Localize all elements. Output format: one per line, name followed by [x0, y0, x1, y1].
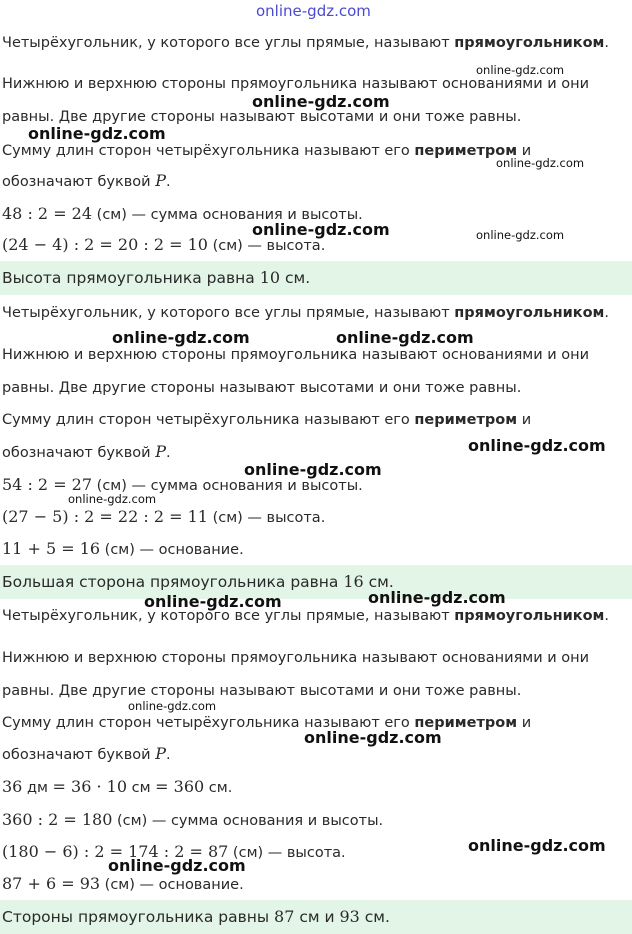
definition-bases-line-1: Нижнюю и верхнюю стороны прямоугольника называют основаниями и они: [2, 76, 590, 92]
text: Четырёхугольник, у которого все углы прямые, называют: [2, 35, 455, 51]
text: дм: [22, 780, 53, 796]
text: (см) — сумма основания и высоты.: [92, 478, 363, 494]
watermark: online-gdz.com: [28, 124, 166, 143]
watermark: online-gdz.com: [252, 92, 390, 111]
text: (см) — высота.: [207, 510, 326, 526]
text: и: [517, 715, 532, 731]
math-expression: (24 − 4) : 2 = 20 : 2 = 10: [2, 235, 208, 254]
watermark: online-gdz.com: [252, 220, 390, 239]
watermark: online-gdz.com: [468, 436, 606, 455]
text: см.: [280, 269, 311, 287]
text: Высота прямоугольника равна: [2, 269, 260, 287]
definition-perimeter: [2, 142, 531, 160]
watermark: online-gdz.com: [476, 63, 565, 77]
watermark: online-gdz.com: [336, 328, 474, 347]
text: (см) — основание.: [100, 877, 244, 893]
definition-perimeter-symbol: [2, 172, 171, 191]
watermark: online-gdz.com: [304, 728, 442, 747]
watermark: online-gdz.com: [244, 460, 382, 479]
text: .: [604, 35, 610, 51]
text: .: [604, 305, 610, 321]
math-expression: (180 − 6) : 2 = 174 : 2 = 87: [2, 842, 229, 861]
term-perimeter: периметром: [414, 715, 518, 731]
text: (см) — высота.: [228, 845, 346, 861]
text: (см) — сумма основания и высоты.: [92, 207, 363, 223]
definition-perimeter-symbol: [2, 745, 171, 764]
text: (см) — высота.: [207, 238, 326, 254]
math-symbol: P: [155, 744, 166, 763]
text: Сумму длин сторон четырёхугольника называют его: [2, 143, 415, 159]
math-symbol: P: [155, 442, 166, 461]
text: см.: [363, 573, 394, 591]
term-perimeter: периметром: [414, 143, 518, 159]
watermark: online-gdz.com: [108, 856, 246, 875]
term-rectangle: прямоугольником: [454, 35, 605, 51]
text: см.: [359, 908, 390, 926]
text: Стороны прямоугольника равны: [2, 908, 275, 926]
math-expression: 36: [2, 777, 23, 796]
text: Четырёхугольник, у которого все углы прямые, называют: [2, 305, 455, 321]
text: обозначают буквой: [2, 174, 156, 190]
solution-step-2: [2, 508, 325, 527]
definition-rectangle: [2, 607, 609, 625]
watermark: online-gdz.com: [144, 592, 282, 611]
top-watermark: online-gdz.com: [256, 2, 371, 20]
watermark: online-gdz.com: [112, 328, 250, 347]
watermark: online-gdz.com: [496, 156, 585, 170]
definition-rectangle: [2, 34, 609, 52]
text: Сумму длин сторон четырёхугольника называют его: [2, 715, 415, 731]
text: Большая сторона прямоугольника равна: [2, 573, 344, 591]
answer-band: [0, 900, 632, 934]
math-expression: 48 : 2 = 24: [2, 204, 93, 223]
solution-step-3: [2, 875, 244, 894]
text: и: [517, 412, 532, 428]
math-value: 93: [339, 907, 360, 926]
math-value: 16: [343, 572, 364, 591]
watermark: online-gdz.com: [476, 228, 565, 242]
math-expression: (27 − 5) : 2 = 22 : 2 = 11: [2, 507, 208, 526]
definition-bases-line-2: равны. Две другие стороны называют высотами и они тоже равны.: [2, 109, 522, 125]
watermark: online-gdz.com: [368, 588, 506, 607]
definition-bases-line-1: Нижнюю и верхнюю стороны прямоугольника называют основаниями и они: [2, 347, 590, 363]
answer-text: [2, 268, 310, 288]
solution-step-1: [2, 811, 383, 830]
watermark: online-gdz.com: [68, 492, 157, 506]
math-value: 87: [274, 907, 295, 926]
answer-band: [0, 261, 632, 295]
math-expression: 87 + 6 = 93: [2, 874, 101, 893]
math-expression: = 36 · 10: [52, 777, 128, 796]
text: и: [517, 143, 532, 159]
text: (см) — сумма основания и высоты.: [112, 813, 384, 829]
watermark: online-gdz.com: [128, 699, 217, 713]
math-value: 10: [259, 268, 281, 287]
term-rectangle: прямоугольником: [454, 608, 605, 624]
text: .: [165, 747, 171, 763]
term-perimeter: периметром: [414, 412, 518, 428]
answer-text: [2, 907, 390, 927]
math-expression: 54 : 2 = 27: [2, 475, 93, 494]
text: обозначают буквой: [2, 445, 156, 461]
math-symbol: P: [155, 171, 166, 190]
text: .: [165, 174, 171, 190]
text: обозначают буквой: [2, 747, 156, 763]
solution-step-conversion: [2, 778, 232, 797]
answer-text: [2, 572, 394, 592]
solution-step-3: [2, 540, 244, 559]
term-rectangle: прямоугольником: [454, 305, 605, 321]
text: .: [165, 445, 171, 461]
answer-band: [0, 565, 632, 599]
watermark: online-gdz.com: [468, 836, 606, 855]
text: Сумму длин сторон четырёхугольника называют его: [2, 412, 415, 428]
definition-bases-line-1: Нижнюю и верхнюю стороны прямоугольника называют основаниями и они: [2, 650, 590, 666]
math-expression: 360 : 2 = 180: [2, 810, 113, 829]
text: см и: [294, 908, 340, 926]
text: Четырёхугольник, у которого все углы прямые, называют: [2, 608, 455, 624]
text: (см) — основание.: [100, 542, 244, 558]
text: см.: [204, 780, 233, 796]
definition-bases-line-2: равны. Две другие стороны называют высотами и они тоже равны.: [2, 380, 522, 396]
definition-bases-line-2: равны. Две другие стороны называют высотами и они тоже равны.: [2, 683, 522, 699]
text: .: [604, 608, 610, 624]
definition-rectangle: [2, 304, 609, 322]
math-expression: 11 + 5 = 16: [2, 539, 101, 558]
definition-perimeter: [2, 411, 531, 429]
math-expression: = 360: [155, 777, 205, 796]
text: см: [127, 780, 156, 796]
definition-perimeter: [2, 714, 531, 732]
definition-perimeter-symbol: [2, 443, 171, 462]
